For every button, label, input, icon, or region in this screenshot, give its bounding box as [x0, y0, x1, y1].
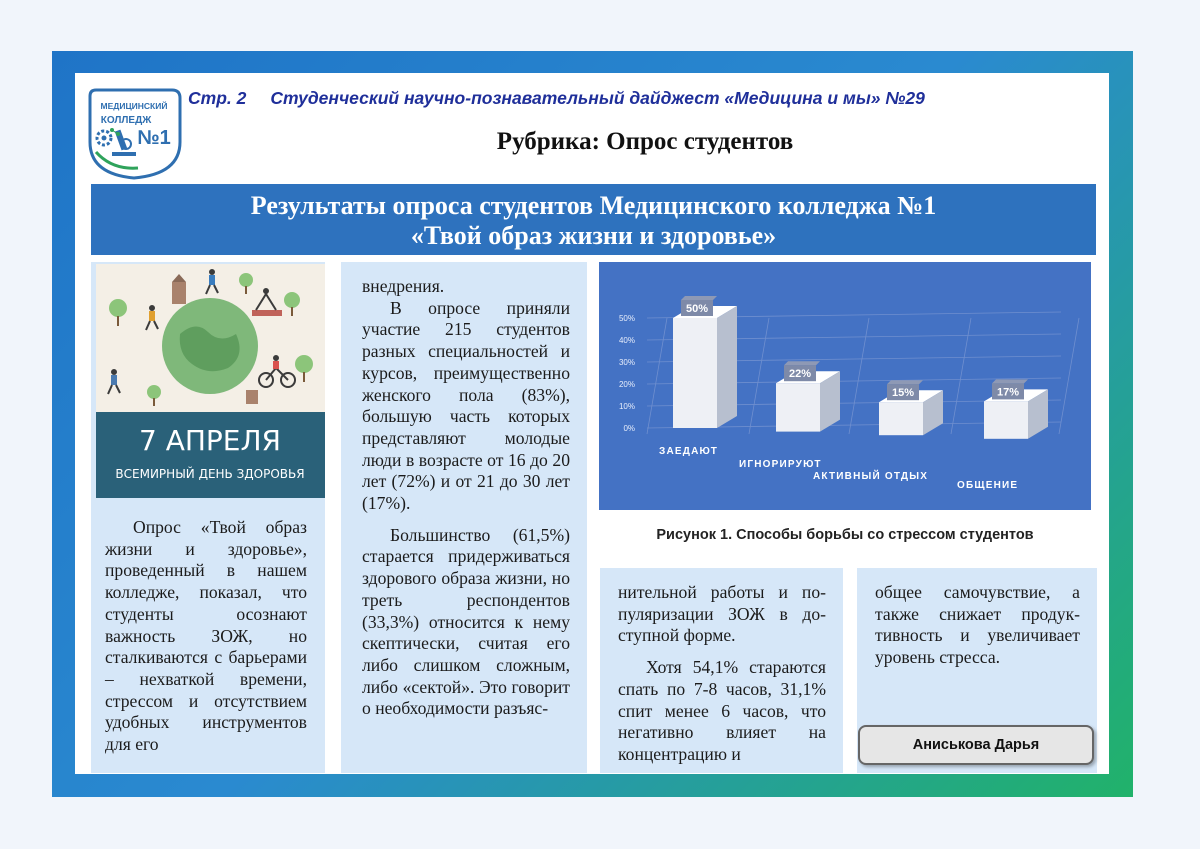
y-tick-label: 0%	[623, 424, 635, 433]
digest-header	[188, 88, 925, 109]
bar	[879, 402, 923, 435]
text-column-3	[600, 568, 843, 773]
figure-caption: Рисунок 1. Способы борьбы со стрессом студентов	[656, 527, 1034, 543]
bar-side	[717, 306, 737, 428]
page-number: Стр. 2	[188, 88, 247, 108]
data-label: 17%	[996, 386, 1020, 399]
bar	[673, 318, 717, 428]
paragraph: нительной работы и популяризации ЗОЖ в доступной форме.	[618, 582, 826, 646]
logo-text-line1: МЕДИЦИНСКИЙ	[100, 101, 168, 111]
paragraph: общее самочувствие, а также снижает продуктивность и увеличивает уровень стресса.	[875, 582, 1080, 668]
data-label-top	[992, 379, 1028, 383]
grid-separator	[647, 318, 667, 434]
y-tick-label: 10%	[618, 402, 635, 411]
digest-title: Студенческий научно-познавательный дайджест «Медицина и мы» №29	[270, 88, 925, 108]
grid-separator	[1059, 318, 1079, 434]
y-tick-label: 20%	[618, 380, 635, 389]
y-tick-label: 50%	[618, 314, 635, 323]
stress-bar-chart	[599, 262, 1091, 510]
y-tick-label: 30%	[618, 358, 635, 367]
rubric-title: Рубрика: Опрос студентов	[496, 128, 794, 155]
grid-separator	[749, 318, 769, 434]
stress-chart-panel	[599, 262, 1091, 510]
data-label-top	[681, 296, 717, 300]
paragraph: В опросе приняли участие 215 студентов разных специальностей и курсов, преимущественно женского пола (83%), большую часть которых представляют молодые люди в возрасте от 16 до 20 лет (72%) и от 21 до 30 лет (17%).	[362, 297, 570, 514]
poster-event: ВСЕМИРНЫЙ ДЕНЬ ЗДОРОВЬЯ	[115, 467, 305, 481]
y-tick-label: 40%	[618, 336, 635, 345]
data-label-top	[784, 361, 820, 365]
paragraph: Хотя 54,1% стараются спать по 7-8 часов, 31,1% спит менее 6 часов, что негативно влияет на концентрацию и	[618, 657, 826, 764]
article-title-line1: Результаты опроса студентов Медицинского колледжа №1	[250, 191, 937, 220]
data-label: 50%	[685, 303, 709, 315]
logo-text-line2: КОЛЛЕДЖ	[100, 115, 152, 126]
grid-separator	[849, 318, 869, 434]
author-badge: Аниськова Дарья	[858, 725, 1094, 765]
data-label: 22%	[788, 368, 812, 381]
paragraph: Большинство (61,5%) старается придерживаться здорового образа жизни, но треть респондентов (33,3%) относится к нему скептически, считая его либо слишком сложным, либо «сектой». Это говорит о необходимости разъяс-	[362, 524, 570, 719]
text-column-2	[341, 262, 587, 773]
article-title-line2: «Твой образ жизни и здоровье»	[410, 221, 777, 250]
bar	[776, 383, 820, 431]
data-label: 15%	[891, 387, 915, 400]
paragraph: Опрос «Твой образ жизни и здоровье», проведенный в нашем колледже, показал, что студенты осознают важность ЗОЖ, но сталкиваются с барьерами – нехваткой времени, стрессом и отсутствием удобных инструментов для его	[105, 517, 307, 755]
paragraph: внедрения.	[362, 276, 445, 296]
logo-number: №1	[137, 127, 171, 149]
bar	[984, 401, 1028, 438]
article-title-banner	[91, 184, 1096, 255]
data-label-top	[887, 380, 923, 384]
x-tick-label: ЗАЕДАЮТ	[659, 446, 719, 457]
x-tick-label: АКТИВНЫЙ ОТДЫХ	[813, 471, 929, 482]
poster-date: 7 АПРЕЛЯ	[138, 424, 282, 457]
x-tick-label: ИГНОРИРУЮТ	[739, 459, 822, 470]
x-tick-label: ОБЩЕНИЕ	[957, 480, 1019, 491]
health-day-poster	[96, 264, 325, 498]
